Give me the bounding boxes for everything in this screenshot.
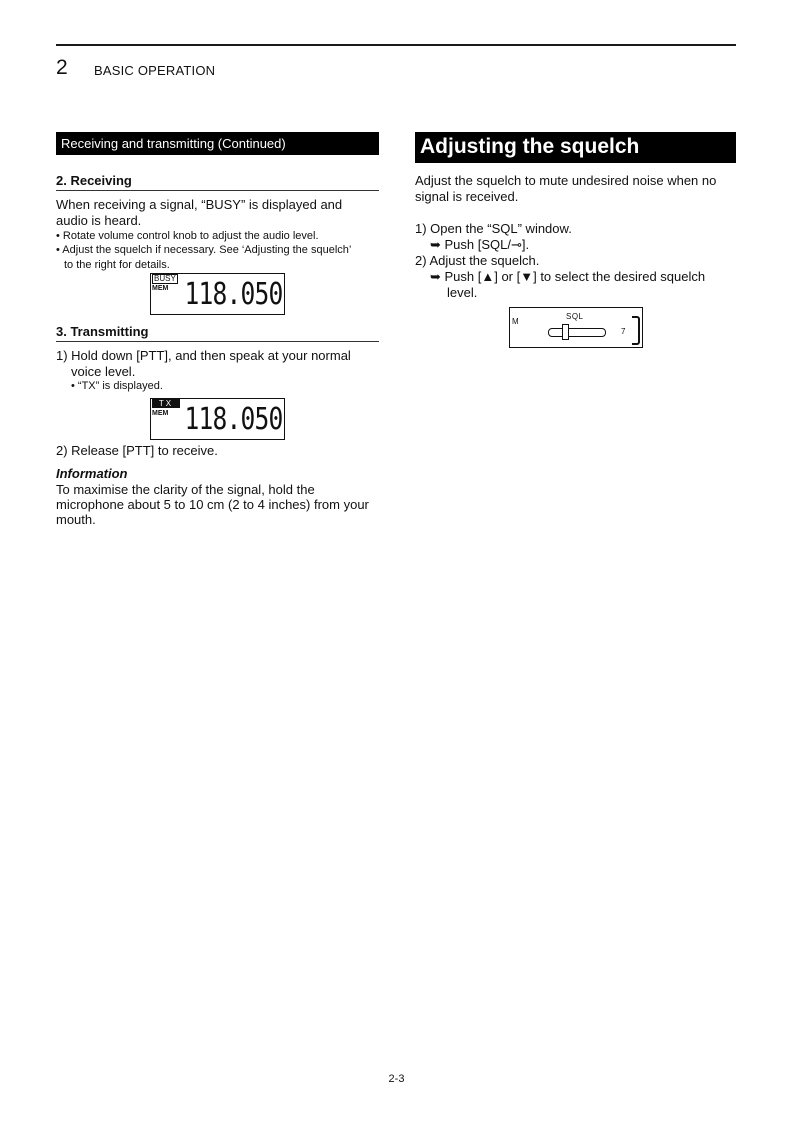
top-rule bbox=[56, 44, 736, 46]
sql-m-indicator: M bbox=[512, 317, 519, 326]
squelch-intro-line1: Adjust the squelch to mute undesired noise when no bbox=[415, 173, 717, 188]
transmitting-step1-line1: 1) Hold down [PTT], and then speak at your normal bbox=[56, 348, 351, 363]
information-heading: Information bbox=[56, 466, 128, 481]
squelch-step1: 1) Open the “SQL” window. bbox=[415, 221, 572, 236]
chapter-title: BASIC OPERATION bbox=[94, 63, 216, 78]
information-line2: microphone about 5 to 10 cm (2 to 4 inches) from your bbox=[56, 497, 369, 512]
squelch-step2-action-line2: level. bbox=[447, 285, 478, 300]
transmitting-step2: 2) Release [PTT] to receive. bbox=[56, 443, 218, 458]
section-title-squelch: Adjusting the squelch bbox=[420, 135, 640, 158]
frequency-readout: 118.050 bbox=[184, 402, 282, 437]
section-band-squelch bbox=[415, 132, 736, 163]
information-line3: mouth. bbox=[56, 512, 96, 527]
mem-indicator: MEM bbox=[152, 410, 169, 417]
sql-slider-knob bbox=[562, 324, 569, 340]
busy-indicator: BUSY bbox=[154, 274, 176, 283]
squelch-step1-action: ➥ Push [SQL/⊸]. bbox=[430, 237, 530, 252]
chapter-number: 2 bbox=[56, 56, 68, 79]
transmitting-tx-note: • “TX” is displayed. bbox=[71, 380, 163, 392]
sql-level-value: 7 bbox=[621, 327, 626, 336]
information-line1: To maximise the clarity of the signal, hold the bbox=[56, 482, 315, 497]
transmitting-heading-rule bbox=[56, 341, 379, 342]
sql-window-title: SQL bbox=[566, 312, 584, 321]
squelch-intro-line2: signal is received. bbox=[415, 189, 519, 204]
sql-window-end-bracket bbox=[632, 316, 640, 345]
receiving-bullet-volume: • Rotate volume control knob to adjust the audio level. bbox=[56, 230, 319, 242]
section-band-receiving-transmitting bbox=[56, 132, 379, 155]
squelch-step2-action-line1: ➥ Push [▲] or [▼] to select the desired squelch bbox=[430, 269, 706, 284]
tx-indicator: TX bbox=[152, 399, 180, 408]
page-number: 2-3 bbox=[388, 1073, 405, 1085]
section-band-label: Receiving and transmitting (Continued) bbox=[61, 136, 286, 151]
sql-window-display bbox=[509, 307, 643, 348]
lcd-busy-display bbox=[150, 273, 285, 315]
receiving-text-line2: audio is heard. bbox=[56, 213, 142, 228]
squelch-step2: 2) Adjust the squelch. bbox=[415, 253, 540, 268]
lcd-tx-display bbox=[150, 398, 285, 440]
transmitting-step1-line2: voice level. bbox=[71, 364, 136, 379]
receiving-heading-rule bbox=[56, 190, 379, 191]
receiving-heading: 2. Receiving bbox=[56, 173, 132, 188]
sql-slider-track bbox=[548, 328, 606, 337]
frequency-readout: 118.050 bbox=[184, 277, 282, 312]
receiving-bullet-squelch-cont: to the right for details. bbox=[64, 259, 170, 271]
transmitting-heading: 3. Transmitting bbox=[56, 324, 149, 339]
receiving-bullet-squelch: • Adjust the squelch if necessary. See ‘Adjusting the squelch’ bbox=[56, 244, 352, 256]
receiving-text-line1: When receiving a signal, “BUSY” is displayed and bbox=[56, 197, 343, 212]
mem-indicator: MEM bbox=[152, 285, 169, 292]
